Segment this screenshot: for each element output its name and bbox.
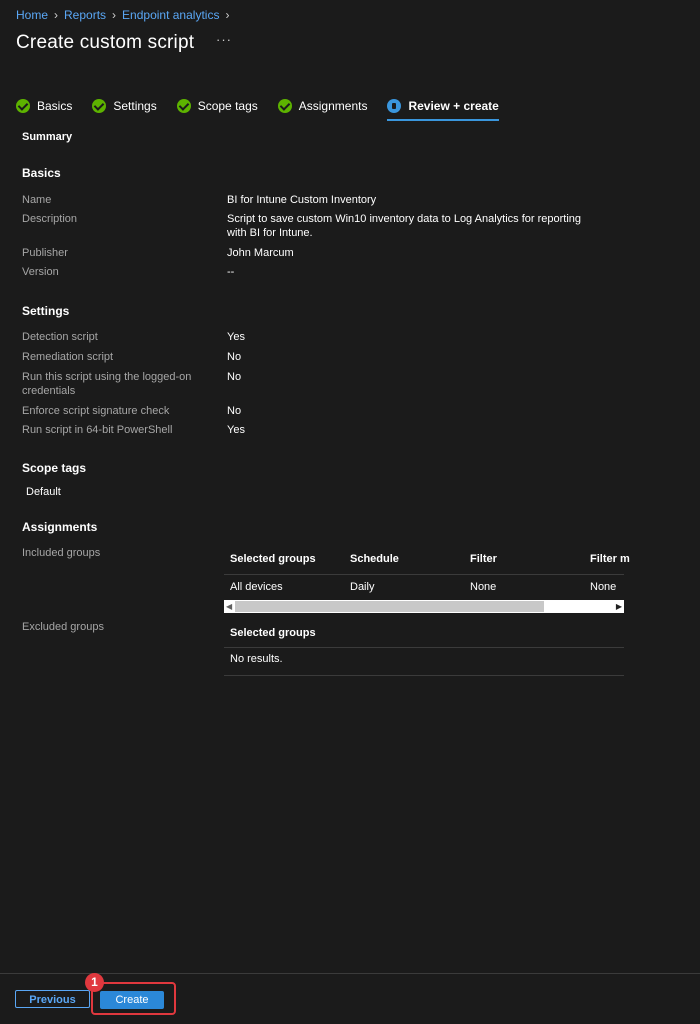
description-label: Description [22,213,78,225]
detection-script-value: Yes [227,331,245,343]
more-options-icon[interactable]: ··· [216,32,232,47]
column-header[interactable]: Filter [470,553,497,565]
callout-highlight-box [91,982,176,1015]
breadcrumb-home[interactable]: Home [16,8,49,22]
breadcrumb-endpoint-analytics[interactable]: Endpoint analytics [122,8,220,22]
tab-label: Basics [37,99,73,113]
excluded-groups-label: Excluded groups [22,621,104,633]
scope-tag-value: Default [26,486,61,498]
logged-on-credentials-label: Run this script using the logged-on credentials [22,371,192,397]
check-circle-icon [92,99,106,113]
column-header[interactable]: Selected groups [230,627,316,639]
tab-label: Review + create [408,99,499,113]
table-cell: None [470,581,497,593]
chevron-right-icon: › [225,8,230,22]
check-circle-icon [278,99,292,113]
included-groups-grid [224,540,630,600]
powershell-64bit-label: Run script in 64-bit PowerShell [22,424,173,436]
tab-label: Settings [113,99,157,113]
publisher-label: Publisher [22,247,68,259]
column-header[interactable]: Schedule [350,553,399,565]
column-header[interactable]: Filter m [590,553,630,565]
empty-message: No results. [230,653,283,665]
page-title: Create custom script [16,32,195,53]
summary-heading: Summary [22,131,73,143]
tab-label: Assignments [298,99,368,113]
basics-heading: Basics [22,166,61,180]
powershell-64bit-value: Yes [227,424,245,436]
signature-check-value: No [227,405,242,417]
remediation-script-label: Remediation script [22,351,114,363]
version-value: -- [227,266,235,278]
column-header[interactable]: Selected groups [230,553,316,565]
divider [224,675,624,676]
detection-script-label: Detection script [22,331,98,343]
excluded-groups-grid [224,614,624,676]
settings-heading: Settings [22,304,70,318]
previous-button[interactable]: Previous [15,990,90,1008]
tab-basics[interactable] [16,96,72,116]
description-value: Script to save custom Win10 inventory data to Log Analytics for reporting with BI for Intune. [227,213,582,239]
table-cell: None [590,581,617,593]
check-circle-icon [177,99,191,113]
divider [224,574,624,575]
tab-review-create[interactable] [387,96,498,116]
name-value: BI for Intune Custom Inventory [227,194,377,206]
horizontal-scrollbar[interactable] [224,600,624,613]
remediation-script-value: No [227,351,242,363]
breadcrumb [16,8,235,22]
included-groups-label: Included groups [22,547,101,559]
version-label: Version [22,266,59,278]
breadcrumb-reports[interactable]: Reports [64,8,107,22]
signature-check-label: Enforce script signature check [22,405,170,417]
tab-label: Scope tags [197,99,258,113]
create-button[interactable]: Create [100,991,164,1009]
scroll-left-icon[interactable]: ◀ [226,602,233,611]
step-marker-badge: 1 [85,973,104,992]
scroll-thumb[interactable] [235,601,544,612]
table-cell: Daily [350,581,375,593]
table-cell: All devices [230,581,283,593]
current-step-icon [387,99,401,113]
tab-assignments[interactable] [278,96,368,116]
check-circle-icon [16,99,30,113]
wizard-tabs [16,96,519,122]
publisher-value: John Marcum [227,247,294,259]
scope-tags-heading: Scope tags [22,461,87,475]
chevron-right-icon: › [112,8,117,22]
logged-on-credentials-value: No [227,371,242,383]
name-label: Name [22,194,52,206]
tab-settings[interactable] [92,96,156,116]
divider [224,647,624,648]
scroll-right-icon[interactable]: ▶ [615,602,622,611]
chevron-right-icon: › [54,8,59,22]
footer-divider [0,973,700,974]
assignments-heading: Assignments [22,520,98,534]
tab-scope-tags[interactable] [177,96,258,116]
